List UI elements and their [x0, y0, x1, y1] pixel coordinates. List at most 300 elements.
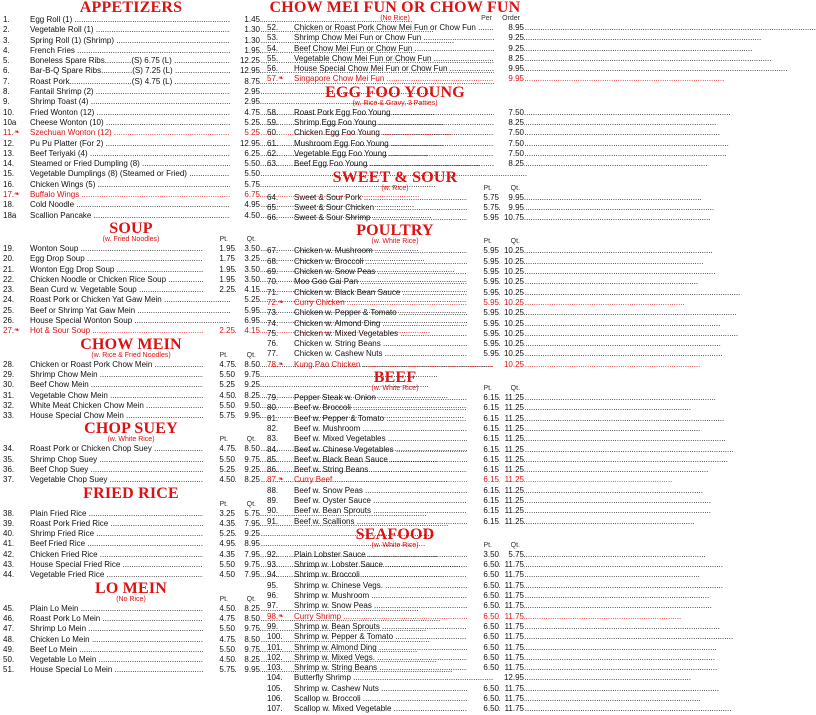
price-large: 11.25 — [500, 486, 524, 496]
item-name: Pepper Steak w. Onion ..... — [294, 393, 466, 403]
item-number: 86. — [267, 465, 279, 475]
item-number: 82. — [267, 423, 279, 433]
item-number: 52. — [267, 23, 279, 32]
price-large: 11.25 — [500, 455, 524, 465]
item-name: Pu Pu Platter (For 2) ..... — [30, 139, 202, 149]
menu-item — [264, 403, 526, 413]
menu-item — [264, 108, 526, 118]
item-name: Beef Chow Mei Fun or Chow Fun ..... — [294, 44, 466, 54]
item-number: 85. — [267, 454, 279, 464]
price-small: 6.15 — [467, 414, 499, 424]
item-name: Chicken w. Pepper & Tomato ..... — [294, 308, 466, 318]
price-small: 5.75 — [203, 411, 235, 421]
price-large: 11.25 — [500, 414, 524, 424]
menu-item — [264, 581, 526, 591]
menu-item — [0, 509, 262, 519]
item-name: Vegetable Lo Mein ..... — [30, 655, 202, 665]
section-subheader — [264, 238, 526, 246]
price-large: 9.75 — [236, 645, 260, 655]
menu-item — [264, 128, 526, 138]
item-name: Sweet & Sour Chicken ..... — [294, 203, 466, 213]
item-name: Chicken w. Cashew Nuts ..... — [294, 349, 466, 359]
menu-item — [0, 465, 262, 475]
price-small: 5.95 — [467, 298, 499, 308]
price-small: 5.95 — [467, 308, 499, 318]
menu-item — [0, 380, 262, 390]
menu-item — [0, 401, 262, 411]
item-number: 7. — [3, 76, 10, 86]
price-large: 11.25 — [500, 403, 524, 413]
price-large: 9.50 — [236, 401, 260, 411]
price-small: 6.15 — [467, 496, 499, 506]
menu-item — [0, 604, 262, 614]
column-header-large: Order — [502, 15, 520, 22]
item-number: 55. — [267, 53, 279, 63]
section-poultry — [264, 223, 526, 370]
item-name: Plain Lo Mein ..... — [30, 604, 202, 614]
column-header-large: Qt. — [510, 238, 520, 246]
item-name: Curry Chicken ..... — [294, 298, 466, 308]
menu-item — [264, 517, 526, 527]
menu-item — [0, 519, 262, 529]
item-name: Chicken Fried Rice ..... — [30, 550, 202, 560]
column-header-small: Pt. — [483, 238, 492, 246]
menu-item — [264, 54, 526, 64]
menu-item-list — [264, 246, 526, 370]
section-note: (No Rice) — [116, 595, 146, 603]
price-small: 5.75 — [203, 665, 235, 675]
price-large: 11.75 — [500, 694, 524, 704]
item-name: Beef Egg Foo Young ..... — [294, 159, 466, 169]
section-title: SOUP — [109, 219, 153, 237]
menu-item-list — [264, 550, 526, 715]
item-number: 45. — [3, 603, 15, 613]
item-number: 63. — [267, 159, 279, 169]
column-header-small: Pt. — [219, 595, 228, 603]
price-large: 7.95 — [236, 550, 260, 560]
item-number: 101. — [267, 642, 283, 652]
item-number: 93. — [267, 560, 279, 570]
item-number: 24. — [3, 295, 15, 305]
price-large: 1.30 — [230, 36, 260, 46]
item-number: 76. — [267, 339, 279, 349]
price-small: 4.50 — [203, 391, 235, 401]
item-name: House Special Chow Mei Fun or Chow Fun ..... — [294, 64, 466, 74]
item-name: French Fries ..... — [30, 46, 202, 56]
section-note: (w. Rice & Gravy, 3 Patties) — [352, 99, 438, 107]
item-name: Egg Roll (1) ..... — [30, 15, 202, 25]
menu-item — [264, 118, 526, 128]
item-name: Moo Goo Gai Pan ..... — [294, 277, 466, 287]
menu-item — [264, 506, 526, 516]
menu-item — [0, 254, 262, 264]
item-number: 18. — [3, 200, 15, 210]
menu-item-list — [264, 23, 526, 85]
price-small: 4.50 — [203, 604, 235, 614]
price-large: 10.25 — [500, 329, 524, 339]
item-number: 30. — [3, 380, 15, 390]
item-name: Fantail Shrimp (2) ..... — [30, 87, 202, 97]
item-number: 106. — [267, 694, 283, 704]
item-number: 90. — [267, 506, 279, 516]
column-header-large: Qt. — [246, 500, 256, 508]
price-large: 12.95 — [494, 673, 524, 683]
item-name: Singapore Chow Mei Fun ..... — [294, 74, 466, 84]
price-large: 5.75 — [230, 180, 260, 190]
pepper-icon: ❧ — [278, 476, 284, 484]
item-name: Bar-B-Q Spare Ribs..............(S) 7.25 (L) ..... — [30, 66, 202, 76]
menu-item — [0, 326, 262, 336]
item-number: 94. — [267, 570, 279, 580]
item-number: 54. — [267, 43, 279, 53]
menu-item — [0, 391, 262, 401]
item-name: Beef w. Mushroom ..... — [294, 424, 466, 434]
item-number: 71. — [267, 287, 279, 297]
price-small: 5.50 — [203, 455, 235, 465]
section-beef — [264, 370, 526, 527]
menu-item — [0, 46, 262, 56]
menu-item — [264, 653, 526, 663]
menu-item — [264, 298, 526, 308]
item-number: 38. — [3, 508, 15, 518]
section-chow-mei-fun-or-chow-fun — [264, 0, 526, 85]
column-header-large: Qt. — [246, 235, 256, 243]
item-number: 2. — [3, 25, 10, 35]
price-large: 9.25 — [236, 465, 260, 475]
item-name: Mushroom Egg Foo Young ..... — [294, 139, 466, 149]
menu-item — [0, 665, 262, 675]
menu-item-list — [0, 444, 262, 485]
price-large: 8.95 — [494, 23, 524, 33]
item-number: 49. — [3, 644, 15, 654]
price-small: 1.95 — [203, 265, 235, 275]
section-subheader — [0, 501, 262, 509]
section-title: FRIED RICE — [83, 484, 179, 502]
price-large: 10.25 — [500, 257, 524, 267]
item-number: 105. — [267, 683, 283, 693]
section-subheader — [0, 236, 262, 244]
section-note: (w. White Rice) — [107, 436, 155, 444]
menu-item — [0, 370, 262, 380]
price-large: 11.25 — [500, 506, 524, 516]
menu-item — [0, 139, 262, 149]
price-large: 1.30 — [230, 25, 260, 35]
price-large: 8.50 — [236, 614, 260, 624]
menu-item — [264, 455, 526, 465]
section-subheader — [0, 352, 262, 360]
menu-item — [0, 539, 262, 549]
menu-item — [264, 612, 526, 622]
item-number: 83. — [267, 434, 279, 444]
price-large: 3.50 — [236, 244, 260, 254]
price-large: 7.95 — [236, 570, 260, 580]
item-number: 89. — [267, 495, 279, 505]
price-small: 6.50 — [467, 694, 499, 704]
item-number: 12. — [3, 138, 15, 148]
menu-item — [264, 704, 526, 714]
item-name: Cold Noodle ..... — [30, 200, 202, 210]
item-name: Butterfly Shrimp ..... — [294, 673, 466, 683]
price-large: 10.25 — [500, 339, 524, 349]
item-name: Beef w. Snow Peas ..... — [294, 486, 466, 496]
item-number: 10a — [3, 117, 17, 127]
item-name: Vegetable Dumplings (8) (Steamed or Fried) ..... — [30, 169, 202, 179]
item-number: 4. — [3, 45, 10, 55]
price-small: 6.15 — [467, 475, 499, 485]
item-number: 14. — [3, 159, 15, 169]
menu-item — [264, 267, 526, 277]
item-number: 20. — [3, 254, 15, 264]
price-large: 5.95 — [230, 306, 260, 316]
item-name: White Meat Chicken Chow Mein ..... — [30, 401, 202, 411]
item-name: Shrimp w. Broccoli ..... — [294, 570, 466, 580]
price-small: 5.95 — [467, 246, 499, 256]
price-large: 4.15 — [236, 285, 260, 295]
item-number: 50. — [3, 655, 15, 665]
column-header-small: Per — [481, 15, 492, 22]
item-name: Vegetable Chop Suey ..... — [30, 475, 202, 485]
menu-item — [264, 414, 526, 424]
price-small: 1.95 — [203, 275, 235, 285]
price-large: 9.25 — [494, 44, 524, 54]
price-small: 4.75 — [203, 614, 235, 624]
item-number: 78. — [267, 359, 279, 369]
price-small: 6.50 — [467, 643, 499, 653]
price-small: 6.15 — [467, 393, 499, 403]
item-number: 17. — [3, 190, 15, 200]
menu-item — [264, 643, 526, 653]
price-large: 8.50 — [236, 635, 260, 645]
item-number: 36. — [3, 464, 15, 474]
section-title: LO MEIN — [94, 579, 168, 597]
item-name: Shrimp Fried Rice ..... — [30, 529, 202, 539]
item-number: 72. — [267, 297, 279, 307]
price-small: 5.75 — [467, 203, 499, 213]
price-large: 10.25 — [500, 267, 524, 277]
menu-item — [264, 684, 526, 694]
price-large: 8.25 — [494, 159, 524, 169]
item-number: 56. — [267, 64, 279, 74]
price-small: 6.50 — [467, 684, 499, 694]
price-large: 5.25 — [230, 128, 260, 138]
price-small: 2.25 — [203, 285, 235, 295]
menu-item — [0, 455, 262, 465]
pepper-icon: ❧ — [278, 612, 284, 620]
column-header-large: Qt. — [246, 351, 256, 359]
price-small: 6.50 — [467, 560, 499, 570]
item-name: Vegetable Chow Mei Fun or Chow Fun ..... — [294, 54, 466, 64]
price-large: 9.75 — [236, 560, 260, 570]
price-large: 7.50 — [494, 108, 524, 118]
menu-item — [0, 306, 262, 316]
menu-item — [264, 349, 526, 359]
column-header-small: Pt. — [219, 235, 228, 243]
menu-item — [264, 308, 526, 318]
item-name: Shrimp Chow Mei Fun or Chow Fun ..... — [294, 33, 466, 43]
item-name: Bean Curd w. Vegetable Soup ..... — [30, 285, 202, 295]
item-number: 73. — [267, 308, 279, 318]
item-number: 16. — [3, 179, 15, 189]
section-note: (w. Rice & Fried Noodles) — [91, 351, 171, 359]
item-name: Sweet & Sour Shrimp ..... — [294, 213, 466, 223]
item-number: 35. — [3, 454, 15, 464]
menu-item — [0, 190, 262, 200]
menu-item — [264, 601, 526, 611]
item-number: 74. — [267, 318, 279, 328]
item-number: 75. — [267, 328, 279, 338]
item-name: Beef w. Oyster Sauce ..... — [294, 496, 466, 506]
menu-item — [264, 203, 526, 213]
item-number: 3. — [3, 35, 10, 45]
item-name: Chicken w. Broccoli ..... — [294, 257, 466, 267]
menu-item — [0, 159, 262, 169]
item-name: Boneless Spare Ribs............(S) 6.75 (L) ..... — [30, 56, 202, 66]
price-small: 5.25 — [203, 465, 235, 475]
item-number: 28. — [3, 359, 15, 369]
price-large: 11.25 — [500, 517, 524, 527]
price-large: 9.75 — [236, 624, 260, 634]
item-name: Shrimp w. Almond Ding ..... — [294, 643, 466, 653]
section-note: (No Rice) — [380, 15, 410, 22]
item-number: 65. — [267, 202, 279, 212]
item-number: 10. — [3, 107, 15, 117]
item-number: 43. — [3, 560, 15, 570]
item-number: 9. — [3, 97, 10, 107]
menu-item — [0, 275, 262, 285]
item-number: 25. — [3, 305, 15, 315]
price-large: 10.25 — [500, 246, 524, 256]
menu-item — [0, 244, 262, 254]
item-name: Roast Pork or Chicken Yat Gaw Mein ..... — [30, 295, 202, 305]
section-subheader — [264, 15, 526, 23]
price-small: 6.50 — [467, 704, 499, 714]
price-small: 6.50 — [467, 601, 499, 611]
item-name: Plain Lobster Sauce ..... — [294, 550, 466, 560]
section-note: (w. White Rice) — [371, 238, 419, 246]
menu-item — [264, 550, 526, 560]
section-chop-suey — [0, 421, 262, 485]
price-small: 6.50 — [467, 663, 499, 673]
price-small: 6.50 — [467, 581, 499, 591]
menu-item — [0, 655, 262, 665]
menu-item — [0, 265, 262, 275]
price-small: 6.15 — [467, 517, 499, 527]
item-name: Cheese Wonton (10) ..... — [30, 118, 202, 128]
price-large: 7.50 — [494, 139, 524, 149]
price-large: 3.25 — [236, 254, 260, 264]
menu-item-list — [0, 509, 262, 581]
item-name: Shrimp w. Snow Peas ..... — [294, 601, 466, 611]
price-large: 5.50 — [230, 169, 260, 179]
item-number: 60. — [267, 128, 279, 138]
item-name: Curry Shrimp ..... — [294, 612, 466, 622]
price-large: 9.75 — [236, 370, 260, 380]
price-large: 7.50 — [494, 128, 524, 138]
item-number: 19. — [3, 243, 15, 253]
price-large: 11.75 — [500, 632, 524, 642]
menu-item — [264, 663, 526, 673]
section-chow-mein — [0, 337, 262, 422]
price-small: 5.50 — [203, 401, 235, 411]
section-note: (w. White Rice) — [371, 385, 419, 393]
price-large: 11.25 — [500, 475, 524, 485]
menu-item — [0, 87, 262, 97]
price-small: 6.15 — [467, 455, 499, 465]
menu-item — [264, 139, 526, 149]
price-small: 4.95 — [203, 539, 235, 549]
menu-item — [0, 200, 262, 210]
item-name: Buffalo Wings ..... — [30, 190, 202, 200]
price-large: 5.50 — [230, 159, 260, 169]
item-number: 40. — [3, 529, 15, 539]
item-name: Beef w. Black Bean Sauce ..... — [294, 455, 466, 465]
item-number: 81. — [267, 413, 279, 423]
item-name: Shrimp w. Mushroom ..... — [294, 591, 466, 601]
section-subheader — [264, 185, 526, 193]
item-number: 53. — [267, 33, 279, 43]
price-large: 12.95 — [230, 139, 260, 149]
menu-item — [0, 444, 262, 454]
column-header-small: Pt. — [483, 541, 492, 549]
item-number: 79. — [267, 393, 279, 403]
column-header-small: Pt. — [219, 500, 228, 508]
item-name: Vegetable Chow Mein ..... — [30, 391, 202, 401]
price-large: 5.25 — [230, 295, 260, 305]
section-egg-foo-young — [264, 85, 526, 170]
price-small: 2.25 — [203, 326, 235, 336]
price-small: 6.15 — [467, 486, 499, 496]
price-large: 8.25 — [494, 118, 524, 128]
price-large: 11.25 — [500, 424, 524, 434]
menu-item — [264, 213, 526, 223]
menu-item-list — [264, 193, 526, 224]
price-small: 5.50 — [203, 370, 235, 380]
item-number: 46. — [3, 613, 15, 623]
column-header-large: Qt. — [246, 436, 256, 444]
menu-item — [264, 246, 526, 256]
item-name: House Special Wonton Soup ..... — [30, 316, 202, 326]
price-large: 5.25 — [230, 118, 260, 128]
menu-item — [0, 97, 262, 107]
item-number: 5. — [3, 56, 10, 66]
item-name: Roast Pork Lo Mein ..... — [30, 614, 202, 624]
price-large: 9.95 — [236, 411, 260, 421]
item-number: 95. — [267, 580, 279, 590]
menu-item — [0, 529, 262, 539]
item-number: 1. — [3, 15, 10, 24]
menu-item — [264, 257, 526, 267]
item-number: 31. — [3, 390, 15, 400]
price-large: 4.75 — [230, 108, 260, 118]
price-small: 5.25 — [203, 529, 235, 539]
price-large: 10.75 — [500, 213, 524, 223]
price-large: 11.75 — [500, 570, 524, 580]
menu-item — [0, 211, 262, 221]
section-title: CHOW MEI FUN OR CHOW FUN — [269, 0, 521, 16]
menu-item — [264, 360, 526, 370]
price-large: 9.25 — [494, 33, 524, 43]
price-small: 5.95 — [467, 257, 499, 267]
item-number: 48. — [3, 634, 15, 644]
menu-item — [264, 23, 526, 33]
price-large: 11.75 — [500, 663, 524, 673]
item-name: Roast Pork or Chicken Chop Suey ..... — [30, 444, 202, 454]
price-large: 11.75 — [500, 653, 524, 663]
menu-item — [0, 475, 262, 485]
menu-item — [0, 180, 262, 190]
price-large: 2.95 — [230, 87, 260, 97]
price-large: 11.75 — [500, 704, 524, 714]
